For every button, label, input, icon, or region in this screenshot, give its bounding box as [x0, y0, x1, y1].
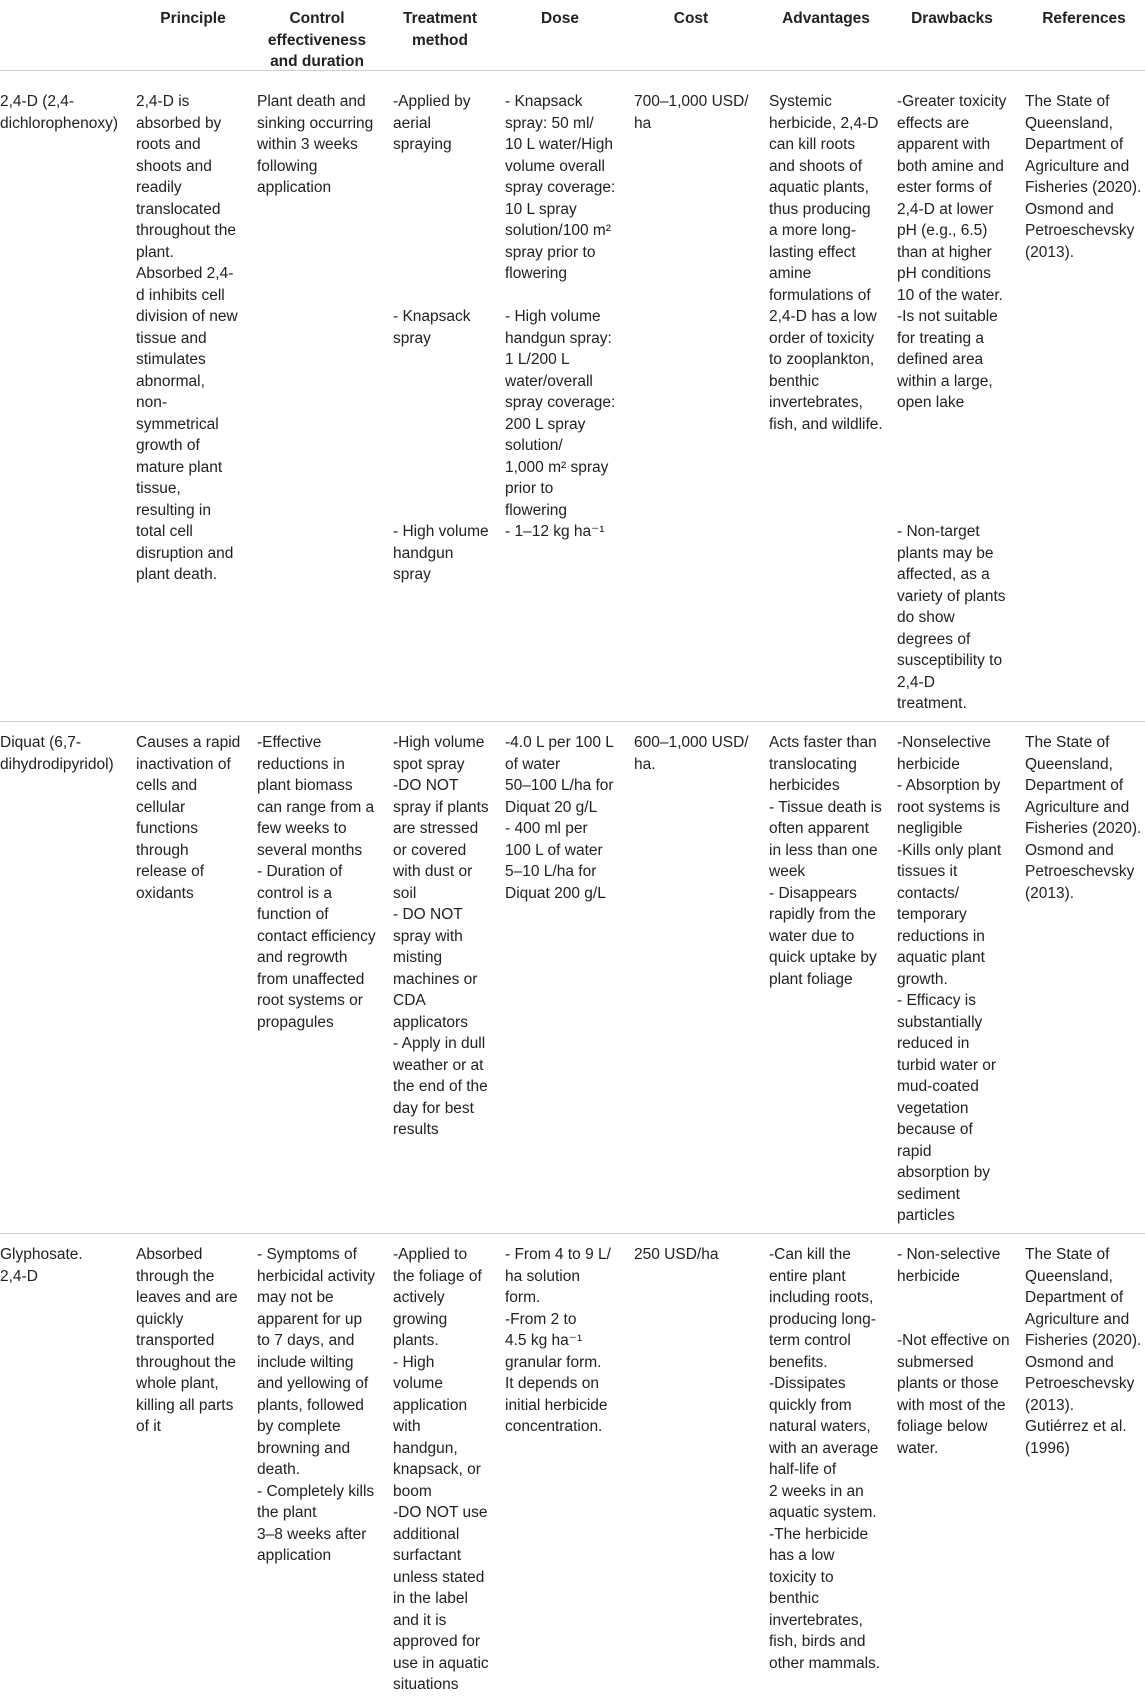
- header-dose: Dose: [541, 10, 579, 27]
- table-row-diquat: [0, 732, 1145, 1234]
- table-row-2-4-d: [0, 91, 1145, 722]
- treatment-cell: -High volume spot spray -DO NOT spray if plants are stressed or covered with dust or soil - DO NOT spray with misting machines or CDA applicators - Apply in dull weather or at the end of the day for best results: [393, 734, 489, 1138]
- references-cell: The State of Queensland, Department of Agriculture and Fisheries (2020). Osmond and Petroeschevsky (2013).: [1025, 734, 1142, 902]
- herbicide-name: Diquat (6,7- dihydrodipyridol): [0, 734, 114, 773]
- drawbacks-cell: - Non-selective herbicide: [897, 1246, 1001, 1285]
- cost-cell: 250 USD/ha: [634, 1246, 719, 1263]
- drawbacks-cell: -Greater toxicity effects are apparent with both amine and ester forms of 2,4-D at lower pH (e.g., 6.5) than at higher pH conditions 10 of the water. -Is not suitable for treating a defined area within a large, open lake: [897, 93, 1007, 411]
- header-advantages: Advantages: [782, 10, 870, 27]
- treatment-cell: -Applied by aerial spraying: [393, 93, 471, 153]
- header-drawbacks: Drawbacks: [911, 10, 993, 27]
- dose-cell: -4.0 L per 100 L of water 50–100 L/ha for Diquat 20 g/L - 400 ml per 100 L of water 5–10 L/ha for Diquat 200 g/L: [505, 734, 614, 902]
- drawbacks-cell: - Non-target plants may be affected, as a variety of plants do show degrees of susceptibility to 2,4-D treatment.: [897, 523, 1006, 712]
- cost-cell: 700–1,000 USD/ ha: [634, 93, 749, 132]
- dose-cell: - 1–12 kg ha⁻¹: [505, 523, 605, 540]
- treatment-cell: -Applied to the foliage of actively growing plants. - High volume application with handgun, knapsack, or boom -DO NOT use additional surfactant unless stated in the label and it is approved for use in aquatic situations: [393, 1246, 489, 1693]
- drawbacks-cell: -Nonselective herbicide - Absorption by root systems is negligible -Kills only plant tissues it contacts/ temporary reductions in aquatic plant growth. - Efficacy is substantially reduced in turbid water or mud-coated vegetation because of rapid absorption by sediment particles: [897, 734, 1002, 1224]
- herbicide-name: Glyphosate. 2,4-D: [0, 1246, 83, 1285]
- principle-cell: Causes a rapid inactivation of cells and cellular functions through release of oxidants: [136, 734, 241, 902]
- header-references: References: [1042, 10, 1126, 27]
- dose-cell: - From 4 to 9 L/ ha solution form. -From 2 to 4.5 kg ha⁻¹ granular form. It depends on initial herbicide concentration.: [505, 1246, 611, 1435]
- table-row-glyphosate: [0, 1244, 1145, 1693]
- dose-cell: - High volume handgun spray: 1 L/200 L water/overall spray coverage: 200 L spray solution/ 1,000 m² spray prior to flowering: [505, 308, 616, 519]
- advantages-cell: Acts faster than translocating herbicides - Tissue death is often apparent in less than one week - Disappears rapidly from the water due to quick uptake by plant foliage: [769, 734, 882, 988]
- cost-cell: 600–1,000 USD/ ha.: [634, 734, 749, 773]
- dose-cell: - Knapsack spray: 50 ml/ 10 L water/High volume overall spray coverage: 10 L spray solution/100 m² spray prior to flowering: [505, 93, 616, 282]
- treatment-cell: - High volume handgun spray: [393, 523, 489, 583]
- references-cell: The State of Queensland, Department of Agriculture and Fisheries (2020). Osmond and Petroeschevsky (2013).: [1025, 93, 1142, 261]
- treatment-cell: - Knapsack spray: [393, 308, 471, 347]
- principle-cell: 2,4-D is absorbed by roots and shoots and readily translocated throughout the plant. Absorbed 2,4- d inhibits cell division of new tissue and stimulates abnormal, non- symmetrical growth of mature plant tissue, resulting in total cell disruption and plant death.: [136, 93, 238, 583]
- table-header: [0, 0, 1145, 71]
- advantages-cell: Systemic herbicide, 2,4-D can kill roots and shoots of aquatic plants, thus producing a more long- lasting effect amine formulations of 2,4-D has a low order of toxicity to zooplankton, benthic invertebrates, fish, and wildlife.: [769, 93, 883, 433]
- advantages-cell: -Can kill the entire plant including roots, producing long- term control benefits. -Dissipates quickly from natural waters, with an average half-life of 2 weeks in an aquatic system. -The herbicide has a low toxicity to benthic invertebrates, fish, birds and other mammals.: [769, 1246, 881, 1672]
- principle-cell: Absorbed through the leaves and are quickly transported throughout the whole plant, killing all parts of it: [136, 1246, 238, 1435]
- header-control-effectiveness: Control effectiveness and duration: [267, 10, 367, 70]
- herbicide-name: 2,4-D (2,4- dichlorophenoxy): [0, 93, 119, 132]
- references-cell: The State of Queensland, Department of Agriculture and Fisheries (2020). Osmond and Petroeschevsky (2013). Gutiérrez et al. (1996): [1025, 1246, 1142, 1457]
- header-principle: Principle: [160, 10, 226, 27]
- control-cell: Plant death and sinking occurring within 3 weeks following application: [257, 93, 374, 196]
- header-treatment-method: Treatment method: [402, 10, 478, 49]
- control-cell: - Symptoms of herbicidal activity may not be apparent for up to 7 days, and include wilting and yellowing of plants, followed by complete browning and death. - Completely kills the plant 3–8 weeks after application: [257, 1246, 376, 1564]
- drawbacks-cell: -Not effective on submersed plants or those with most of the foliage below water.: [897, 1332, 1010, 1457]
- control-cell: -Effective reductions in plant biomass can range from a few weeks to several months - Duration of control is a function of contact efficiency and regrowth from unaffected root systems or propagules: [257, 734, 376, 1031]
- header-cost: Cost: [673, 10, 709, 27]
